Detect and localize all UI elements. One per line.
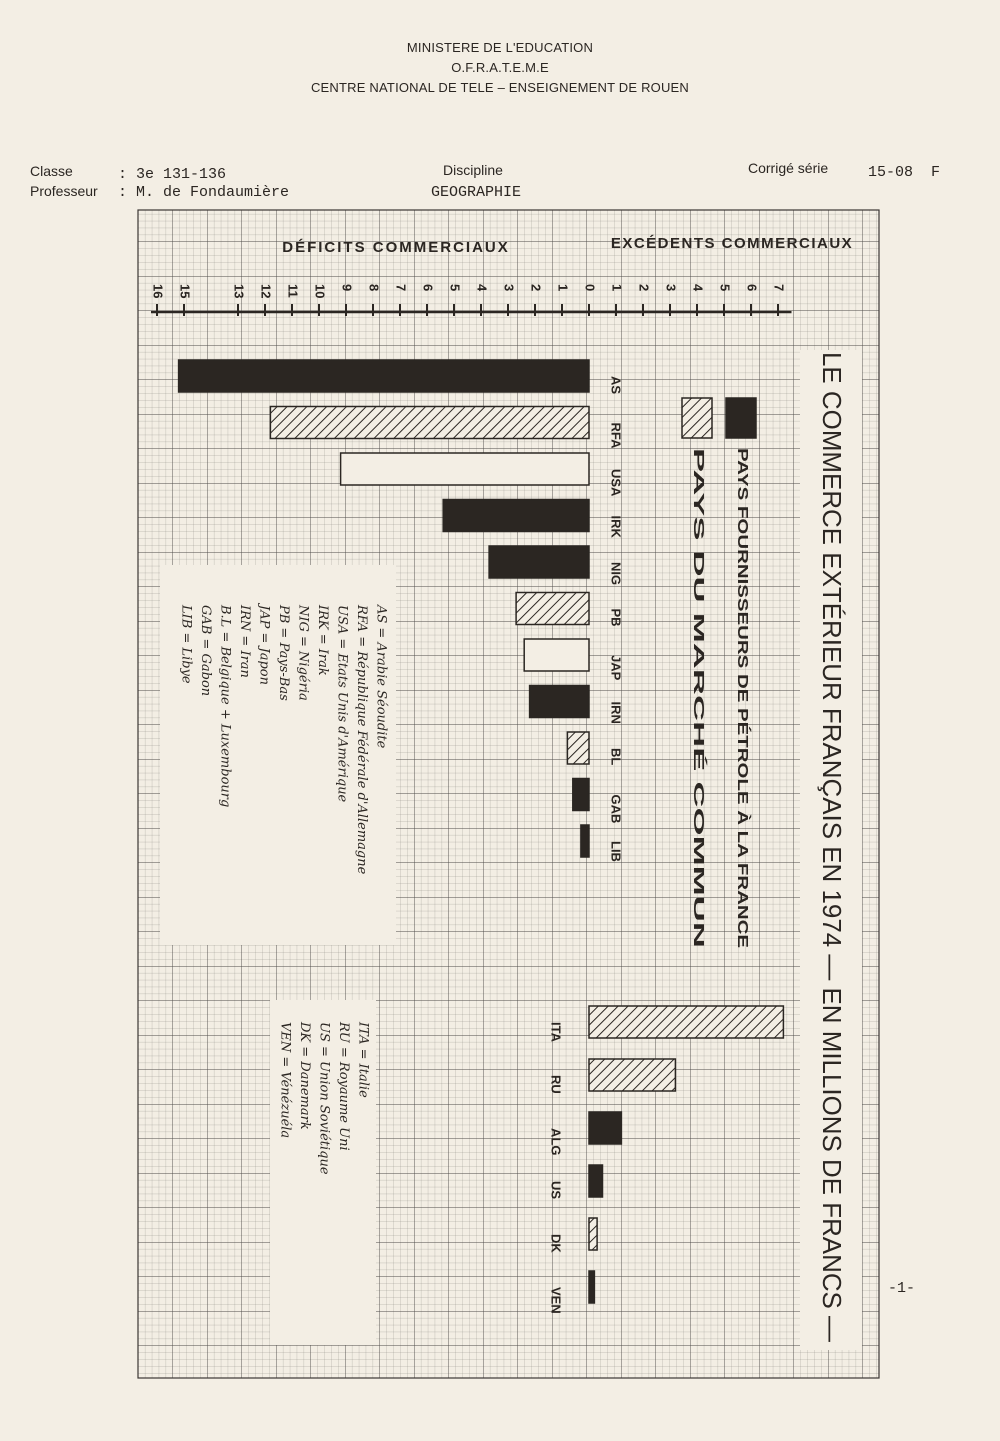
bar-pb (516, 593, 589, 625)
bar-us (589, 1165, 603, 1197)
axis-tick-label: 12 (258, 284, 274, 299)
corrige-label: Corrigé série (748, 160, 829, 176)
abbreviation-right: VEN = Vénézuéla (277, 1022, 293, 1139)
abbreviation-right: ITA = Italie (355, 1022, 371, 1098)
legend-swatch-solid (726, 398, 756, 438)
legend-label-solid: PAYS FOURNISSEURS DE PÉTROLE À LA FRANCE (734, 448, 752, 815)
axis-tick-label: 7 (393, 284, 409, 292)
bar-lib (581, 825, 589, 857)
abbreviation-left: LIB = Libye (178, 605, 194, 684)
bar-label-gab: GAB (608, 794, 624, 824)
bar-label-rfa: RFA (608, 422, 624, 449)
bar-ru (589, 1059, 675, 1091)
bar-irk (443, 500, 589, 532)
axis-tick-label: 1 (609, 284, 625, 292)
bar-label-alg: ALG (548, 1128, 564, 1156)
axis-tick-label: 1 (555, 284, 571, 292)
abbreviation-right: DK = Danemark (297, 1022, 312, 1130)
bar-irn (530, 686, 589, 718)
abbreviation-left: RFA = République Fédérale d'Allemagne (354, 605, 369, 875)
bar-label-ru: RU (548, 1075, 564, 1094)
abbreviation-right: US = Union Soviétique (316, 1022, 332, 1175)
discipline-value: GEOGRAPHIE (431, 184, 522, 201)
axis-tick-label: 4 (474, 284, 490, 292)
axis-tick-label: 10 (312, 284, 328, 299)
axis-tick-label: 7 (771, 284, 787, 292)
bar-label-dk: DK (548, 1234, 564, 1253)
header-centre: CENTRE NATIONAL DE TELE – ENSEIGNEMENT DE ROUEN (310, 80, 690, 95)
bar-as (179, 360, 589, 392)
discipline-label: Discipline (443, 162, 503, 178)
bar-alg (589, 1112, 621, 1144)
axis-tick-label: 16 (150, 284, 166, 299)
abbreviation-left: IRK = Irak (315, 605, 330, 676)
bar-label-irk: IRK (608, 515, 624, 538)
abbreviation-right: RU = Royaume Uni (336, 1022, 351, 1151)
axis-tick-label: 3 (501, 284, 517, 292)
abbreviation-left: JAP = Japon (256, 605, 272, 685)
bar-label-usa: USA (608, 469, 624, 497)
professeur-label: Professeur (30, 183, 98, 199)
abbreviation-left: NIG = Nigéria (295, 605, 311, 701)
bar-ita (589, 1006, 783, 1038)
bar-nig (489, 546, 589, 578)
bar-label-lib: LIB (608, 841, 624, 862)
corrige-value: 15-08 F (868, 164, 941, 181)
bar-label-pb: PB (608, 608, 624, 627)
bar-bl (567, 732, 589, 764)
classe-value: : 3e 131-136 (118, 166, 227, 183)
abbreviation-left: USA = Etats Unis d'Amérique (334, 605, 350, 803)
deficits-heading: DÉFICITS COMMERCIAUX (282, 239, 510, 256)
axis-tick-label: 3 (663, 284, 679, 292)
bar-label-as: AS (608, 376, 624, 395)
axis-tick-label: 11 (285, 284, 301, 298)
axis-tick-label: 2 (528, 284, 544, 292)
classe-label: Classe (30, 163, 73, 179)
legend-label-hatched: PAYS DU MARCHÉ COMMUN (690, 448, 708, 656)
abbreviation-left: B.L = Belgique + Luxembourg (217, 605, 233, 808)
abbreviation-left: GAB = Gabon (198, 605, 213, 697)
axis-tick-label: 6 (744, 284, 760, 292)
abbreviation-left: IRN = Iran (237, 605, 252, 678)
bar-label-bl: BL (608, 748, 624, 766)
axis-tick-label: 8 (366, 284, 382, 292)
bar-dk (589, 1218, 597, 1250)
axis-tick-label: 9 (339, 284, 355, 292)
abbreviation-left: AS = Arabie Séoudite (373, 605, 389, 749)
legend-swatch-hatched (682, 398, 712, 438)
bar-label-ven: VEN (548, 1287, 564, 1314)
header-ofrateme: O.F.R.A.T.E.M.E (451, 60, 549, 75)
bar-usa (341, 453, 589, 485)
bar-label-us: US (548, 1181, 564, 1200)
axis-tick-label: 5 (447, 284, 463, 292)
bar-label-irn: IRN (608, 701, 624, 724)
bar-gab (573, 779, 589, 811)
axis-tick-label: 15 (177, 284, 193, 299)
professeur-value: : M. de Fondaumière (118, 184, 290, 201)
header-ministry: MINISTERE DE L'EDUCATION (406, 40, 594, 55)
abbreviation-left: PB = Pays-Bas (276, 605, 291, 701)
axis-tick-label: 4 (690, 284, 706, 292)
axis-tick-label: 0 (582, 284, 598, 292)
excedents-heading: EXCÉDENTS COMMERCIAUX (610, 235, 854, 252)
axis-tick-label: 2 (636, 284, 652, 292)
bar-label-jap: JAP (608, 655, 624, 681)
bar-ven (589, 1271, 594, 1303)
page-number: -1- (888, 1280, 916, 1297)
bar-label-nig: NIG (608, 562, 624, 586)
bar-label-ita: ITA (548, 1022, 564, 1042)
bar-jap (524, 639, 589, 671)
axis-tick-label: 13 (231, 284, 247, 299)
axis-tick-label: 6 (420, 284, 436, 292)
chart-title: LE COMMERCE EXTÉRIEUR FRANÇAIS EN 1974 — EN MILLIONS DE FRANCS — (817, 352, 848, 1345)
bar-rfa (270, 407, 589, 439)
axis-tick-label: 5 (717, 284, 733, 292)
